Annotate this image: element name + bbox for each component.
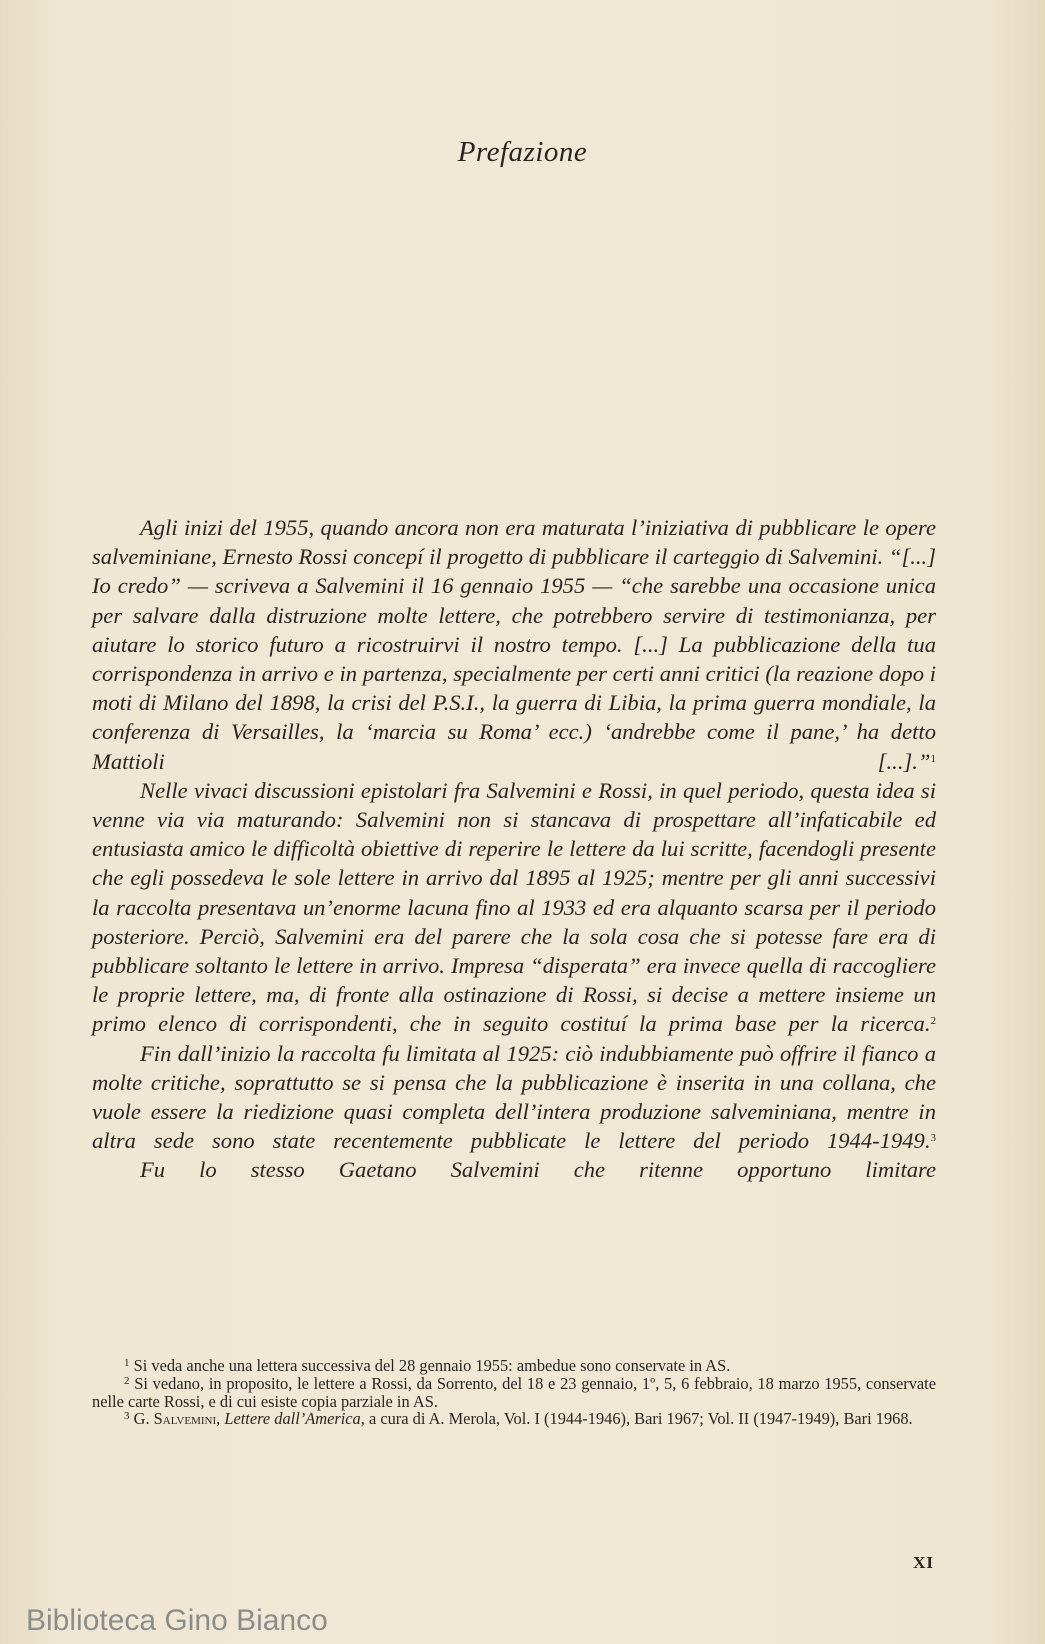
page-number: XI <box>913 1553 934 1572</box>
paragraph-4-text: Fu lo stesso Gaetano Salvemini che ritenne opportuno limitare <box>140 1157 936 1183</box>
footnote-3 <box>92 1410 936 1428</box>
footnote-1-text: Si veda anche una lettera successiva del 28 gennaio 1955: ambedue sono conservate in AS. <box>133 1356 731 1375</box>
library-watermark: Biblioteca Gino Bianco <box>26 1604 328 1637</box>
paragraph-1 <box>92 513 936 776</box>
footnotes <box>92 1357 936 1428</box>
footnote-3-work: Lettere dall’America, <box>224 1409 365 1429</box>
paragraph-4 <box>92 1155 936 1184</box>
paragraph-3-text: Fin dall’inizio la raccolta fu limitata al 1925: ciò indubbiamente può offrire il fianco a molte critiche, soprattutto se si pensa che la pubblicazione è inserita in una collana, che vuole essere la riedizione quasi completa dell’intera produzione salveminiana, mentre in altra sede sono state recentemente pubblicate le lettere del periodo 1944-1949. <box>92 1040 936 1154</box>
note-ref-2: 2 <box>930 1015 936 1028</box>
note-ref-3: 3 <box>930 1132 936 1145</box>
paragraph-2-text: Nelle vivaci discussioni epistolari fra Salvemini e Rossi, in quel periodo, questa idea si venne via via maturando: Salvemini non si stancava di prospettare all’infaticabile ed entusiasta amico le difficoltà obiettive di reperire le lettere da lui scritte, facendogli presente che egli possedeva le sole lettere in arrivo dal 1895 al 1925; mentre per gli anni successivi la raccolta presentava un’enorme lacuna fino al 1933 ed era alquanto scarsa per il periodo posteriore. Perciò, Salvemini era del parere che la sola cosa che si potesse fare era di pubblicare soltanto le lettere in arrivo. Impresa “disperata” era invece quella di raccogliere le proprie lettere, ma, di fronte alla ostinazione di Rossi, si decise a mettere insieme un primo elenco di corrispondenti, che in seguito costituí la prima base per la ricerca. <box>92 777 936 1037</box>
chapter-title: Prefazione <box>457 136 588 168</box>
footnote-3-text: a cura di A. Merola, Vol. I (1944-1946), Bari 1967; Vol. II (1947-1949), Bari 1968. <box>368 1409 913 1429</box>
paragraph-1-text: Agli inizi del 1955, quando ancora non era maturata l’iniziativa di pubblicare le opere salveminiane, Ernesto Rossi concepí il progetto di pubblicare il carteggio di Salvemini. “[...] Io credo” — scriveva a Salvemini il 16 gennaio 1955 — “che sarebbe una occasione unica per salvare dalla distruzione molte lettere, che potrebbero servire di testimonianza, per aiutare lo storico futuro a ricostruirvi il nostro tempo. [...] La pubblicazione della tua corrispondenza in arrivo e in partenza, specialmente per certi anni critici (la reazione dopo i moti di Milano del 1898, la crisi del P.S.I., la guerra di Libia, la prima guerra mondiale, la conferenza di Versailles, la ‘marcia su Roma’ ecc.) ‘andrebbe come il pane,’ ha detto Mattioli [...].” <box>92 515 936 774</box>
footnote-3-author: G. Salvemini, <box>133 1409 221 1429</box>
note-ref-1: 1 <box>930 752 936 765</box>
footnote-2-number: 2 <box>124 1374 130 1387</box>
footnote-1-number: 1 <box>124 1357 130 1369</box>
paragraph-2 <box>92 776 936 1039</box>
footnote-2 <box>92 1375 936 1411</box>
footnote-3-number: 3 <box>124 1410 130 1423</box>
body-text <box>92 513 936 1185</box>
footnote-1 <box>92 1357 936 1375</box>
footnote-2-text: Si vedano, in proposito, le lettere a Rossi, da Sorrento, del 18 e 23 gennaio, 1º, 5, 6 febbraio, 18 marzo 1955, conservate nelle carte Rossi, e di cui esiste copia parziale in AS. <box>92 1373 936 1411</box>
paragraph-3 <box>92 1039 936 1156</box>
